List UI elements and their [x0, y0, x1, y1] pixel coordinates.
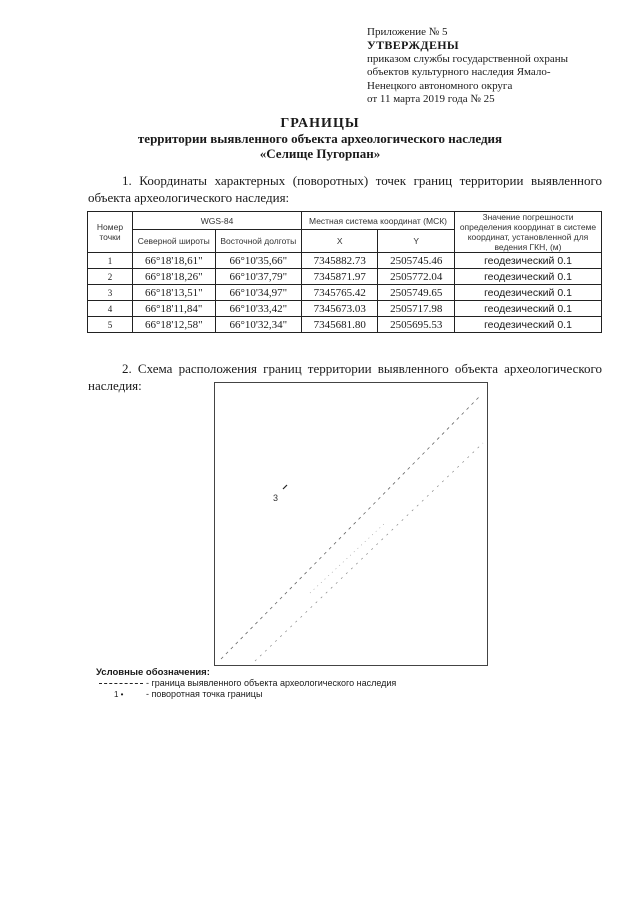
section-1-text: 1. Координаты характерных (поворотных) точек границ территории выявленного объекта археологического наследия: — [88, 173, 602, 205]
boundary-scheme — [214, 382, 488, 666]
scheme-drawing — [215, 383, 487, 665]
subtitle-line: территории выявленного объекта археологического наследия — [137, 131, 503, 146]
longitude-cell: 66°10'32,34" — [215, 317, 302, 333]
coordinates-table-body — [88, 253, 602, 333]
legend-point-text: - поворотная точка границы — [146, 689, 263, 699]
coordinates-table — [87, 211, 602, 333]
point-number: 2 — [88, 269, 133, 285]
appendix-order-line: приказом службы государственной охраны — [367, 52, 569, 65]
legend-item-boundary — [96, 678, 496, 689]
page-subtitle — [0, 131, 640, 161]
point-number: 4 — [88, 301, 133, 317]
approved-label: УТВЕРЖДЕНЫ — [367, 38, 459, 53]
table-row — [88, 253, 602, 269]
page-title: ГРАНИЦЫ — [280, 116, 360, 131]
header-wgs: WGS-84 — [133, 212, 302, 230]
latitude-cell: 66°18'18,61" — [133, 253, 216, 269]
site-mark — [283, 485, 287, 489]
y-cell: 2505717.98 — [378, 301, 455, 317]
header-num: Номер точки — [88, 212, 133, 253]
legend-boundary-text: - граница выявленного объекта археологического наследия — [146, 678, 397, 688]
longitude-cell: 66°10'33,42" — [215, 301, 302, 317]
latitude-cell: 66°18'12,58" — [133, 317, 216, 333]
table-row — [88, 317, 602, 333]
y-cell: 2505695.53 — [378, 317, 455, 333]
x-cell: 7345765.42 — [302, 285, 378, 301]
appendix-block — [367, 26, 629, 106]
accuracy-cell: геодезический 0.1 — [455, 317, 602, 333]
scheme-label: 3 — [273, 493, 279, 503]
x-cell: 7345673.03 — [302, 301, 378, 317]
table-row — [88, 301, 602, 317]
x-cell: 7345882.73 — [302, 253, 378, 269]
latitude-cell: 66°18'13,51" — [133, 285, 216, 301]
survey-line — [255, 443, 483, 661]
header-msk: Местная система координат (МСК) — [302, 212, 455, 230]
appendix-order-line: объектов культурного наследия Ямало- — [367, 66, 551, 79]
appendix-order-line: Ненецкого автономного округа — [367, 79, 513, 92]
latitude-cell: 66°18'11,84" — [133, 301, 216, 317]
legend-item-point — [96, 689, 496, 700]
accuracy-cell: геодезический 0.1 — [455, 253, 602, 269]
longitude-cell: 66°10'34,97" — [215, 285, 302, 301]
longitude-cell: 66°10'37,79" — [215, 269, 302, 285]
point-number: 3 — [88, 285, 133, 301]
turning-point-symbol: 1 • — [114, 690, 124, 699]
header-lon: Восточной долготы — [215, 230, 302, 253]
legend-title: Условные обозначения: — [96, 667, 210, 678]
boundary-line-symbol — [99, 683, 143, 684]
section-2-text: 2. Схема расположения границ территории выявленного объекта археологического наследия: — [88, 361, 602, 393]
point-number: 1 — [88, 253, 133, 269]
object-name: «Селище Пугорпан» — [259, 146, 381, 161]
y-cell: 2505745.46 — [378, 253, 455, 269]
point-number: 5 — [88, 317, 133, 333]
survey-line — [310, 523, 385, 593]
header-lat: Северной широты — [133, 230, 216, 253]
longitude-cell: 66°10'35,66" — [215, 253, 302, 269]
latitude-cell: 66°18'18,26" — [133, 269, 216, 285]
accuracy-cell: геодезический 0.1 — [455, 285, 602, 301]
accuracy-cell: геодезический 0.1 — [455, 269, 602, 285]
survey-line — [221, 395, 481, 659]
appendix-number: Приложение № 5 — [367, 26, 448, 38]
legend — [96, 667, 496, 700]
table-row — [88, 285, 602, 301]
header-accuracy: Значение погрешности определения координат в системе координат, установленной для ведения ГКН, (м) — [455, 212, 602, 253]
y-cell: 2505772.04 — [378, 269, 455, 285]
header-x: X — [302, 230, 378, 253]
x-cell: 7345871.97 — [302, 269, 378, 285]
table-row — [88, 269, 602, 285]
y-cell: 2505749.65 — [378, 285, 455, 301]
x-cell: 7345681.80 — [302, 317, 378, 333]
header-y: Y — [378, 230, 455, 253]
accuracy-cell: геодезический 0.1 — [455, 301, 602, 317]
appendix-date: от 11 марта 2019 года № 25 — [367, 93, 495, 106]
